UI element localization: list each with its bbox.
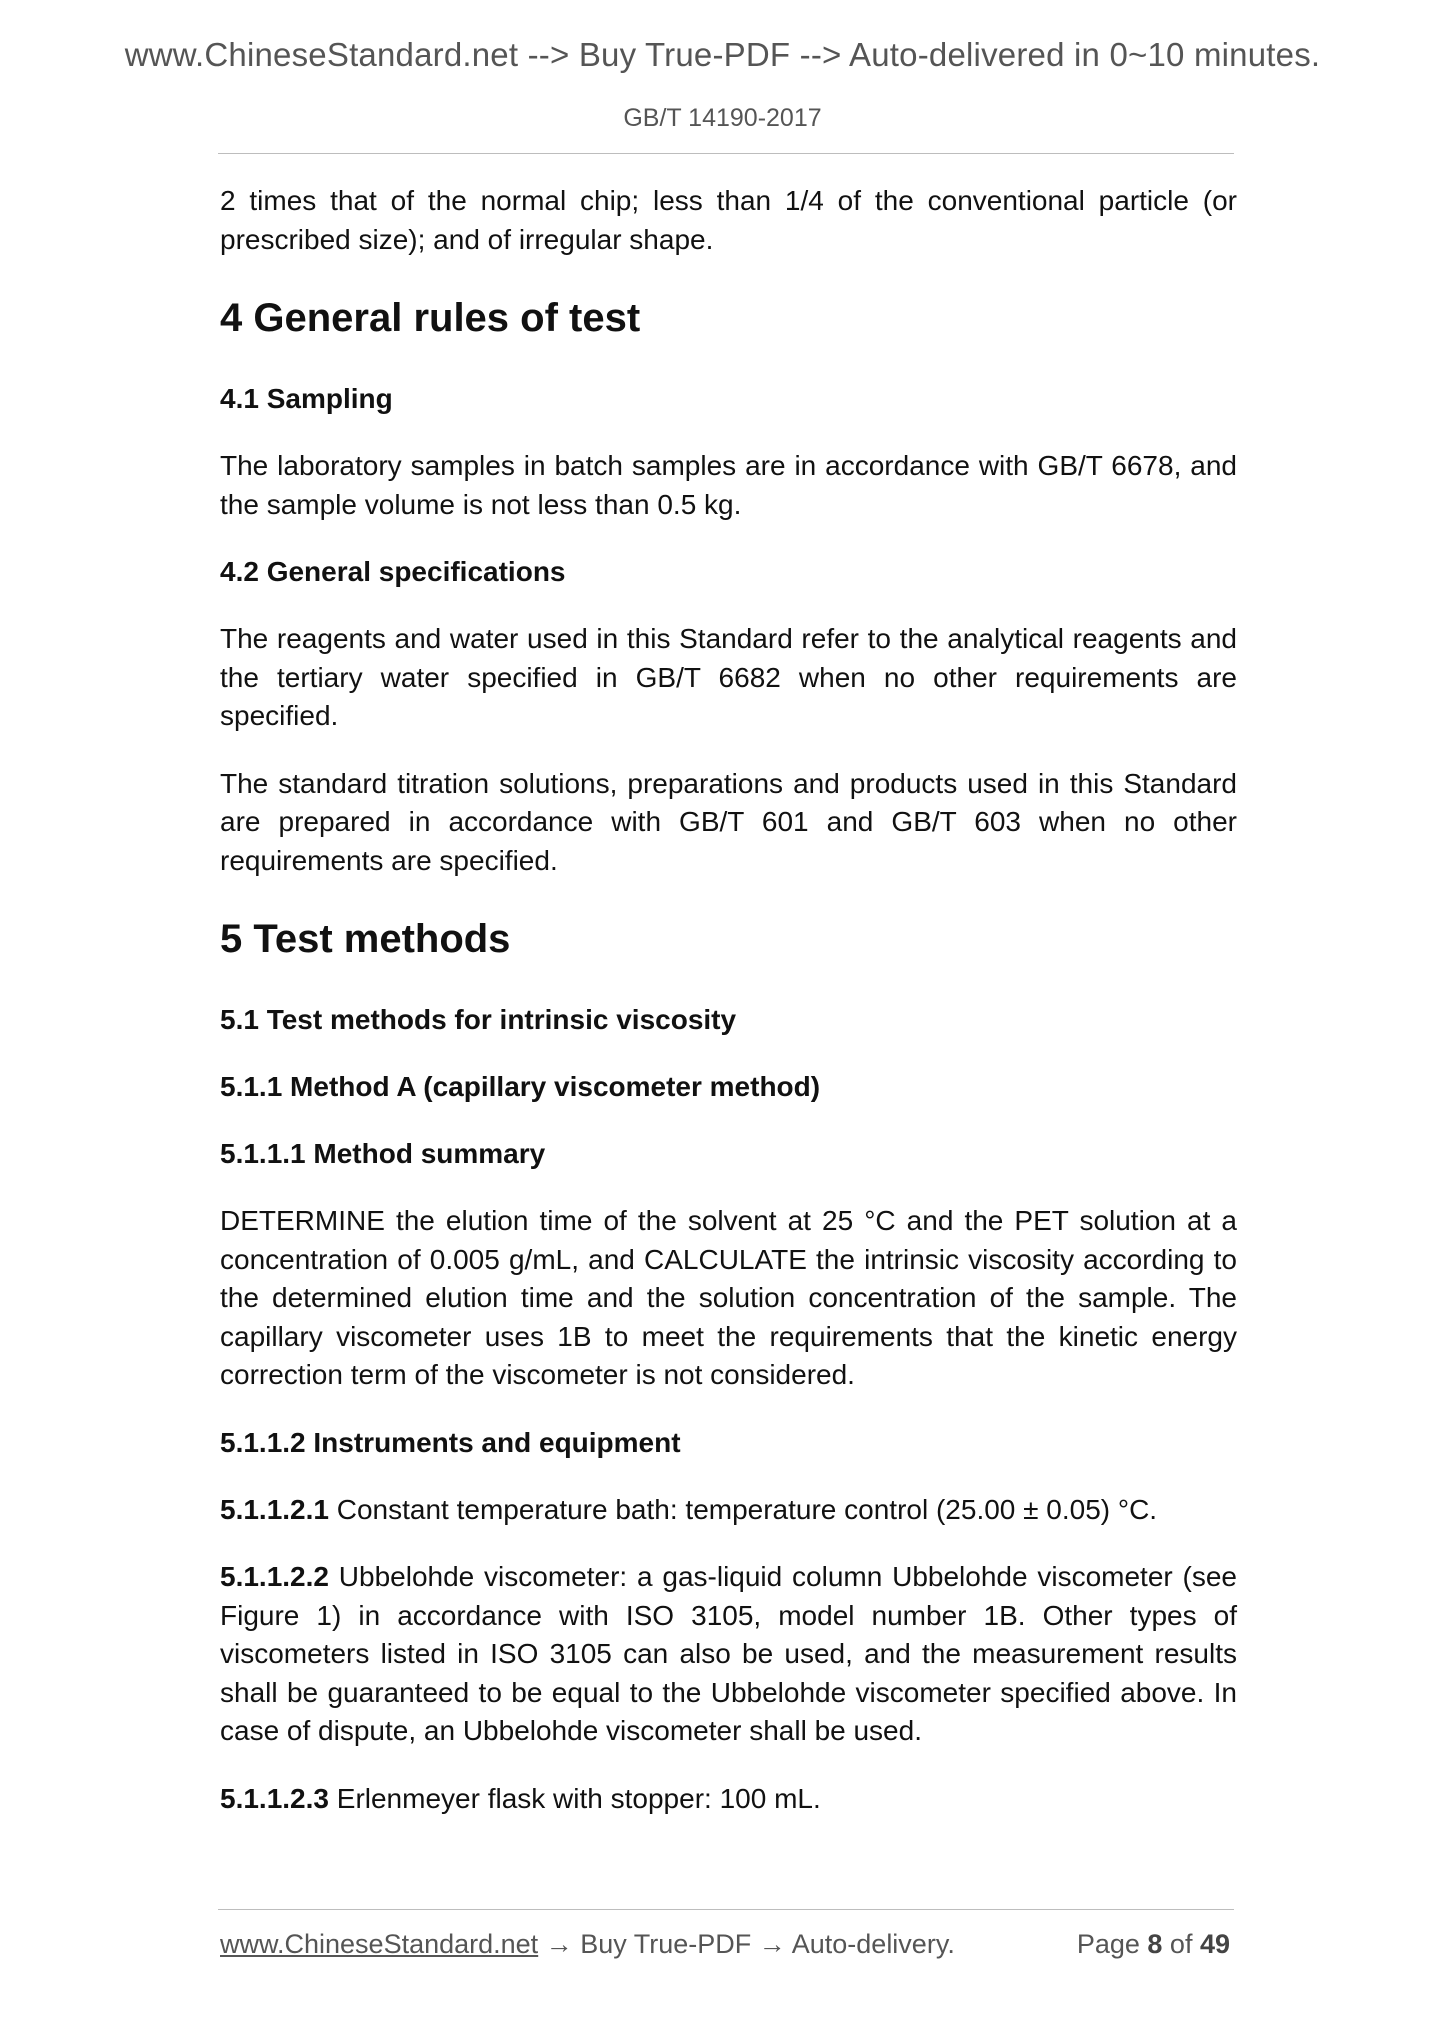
clause-text: Constant temperature bath: temperature control (25.00 ± 0.05) °C. xyxy=(328,1493,1158,1525)
section-4-2-text-2: The standard titration solutions, preparations and products used in this Standard are prepared in accordance with GB/T 601 and GB/T 603 when no other requirements are specified. xyxy=(220,767,1237,876)
clause-number: 5.1.1.2.3 xyxy=(220,1782,329,1814)
section-4-2-text-1: The reagents and water used in this Standard refer to the analytical reagents and the tertiary water specified in GB/T 6682 when no other requirements are specified. xyxy=(220,623,1237,731)
page-footer xyxy=(220,1929,1230,1960)
header-divider xyxy=(218,153,1234,154)
clause-number: 5.1.1.2.2 xyxy=(220,1561,329,1592)
section-4-1-heading: 4.1 Sampling xyxy=(220,383,393,414)
section-4-2-heading: 4.2 General specifications xyxy=(220,556,566,587)
section-4-heading: 4 General rules of test xyxy=(220,296,641,340)
section-5-1-1-1-heading: 5.1.1.1 Method summary xyxy=(220,1138,546,1169)
section-5-heading: 5 Test methods xyxy=(220,917,511,961)
clause-text: Erlenmeyer flask with stopper: 100 mL. xyxy=(328,1782,821,1814)
footer-left xyxy=(220,1929,955,1959)
document-code: GB/T 14190-2017 xyxy=(623,104,822,132)
page-total: 49 xyxy=(1199,1929,1230,1959)
section-5-1-1-1-text: DETERMINE the elution time of the solvent at 25 °C and the PET solution at a concentration of 0.005 g/mL, and CALCULATE the intrinsic viscosity according to the determined elution time and the solution concentration of the sample. The capillary viscometer uses 1B to meet the requirements that the kinetic energy correction term of the viscometer is not considered. xyxy=(220,1205,1237,1390)
footer-divider xyxy=(218,1909,1234,1910)
top-banner: www.ChineseStandard.net --> Buy True-PDF --> Auto-delivered in 0~10 minutes. xyxy=(124,36,1321,73)
page-label: Page xyxy=(1076,1929,1148,1959)
clause-5-1-1-2-3 xyxy=(220,1780,1237,1819)
clause-5-1-1-2-1 xyxy=(220,1491,1237,1530)
section-5-1-1-2-heading: 5.1.1.2 Instruments and equipment xyxy=(220,1426,681,1458)
footer-site-link[interactable]: www.ChineseStandard.net xyxy=(220,1929,539,1959)
page-content xyxy=(220,182,1237,1847)
clause-5-1-1-2-2 xyxy=(220,1558,1237,1751)
clause-number: 5.1.1.2.1 xyxy=(220,1493,329,1525)
section-4-1-text: The laboratory samples in batch samples are in accordance with GB/T 6678, and the sample volume is not less than 0.5 kg. xyxy=(220,450,1237,520)
section-5-1-heading: 5.1 Test methods for intrinsic viscosity xyxy=(220,1004,737,1035)
page-number: 8 xyxy=(1147,1929,1163,1959)
section-5-1-1-heading: 5.1.1 Method A (capillary viscometer method) xyxy=(220,1071,821,1102)
page-indicator xyxy=(1077,1929,1230,1960)
of-label: of xyxy=(1162,1929,1200,1959)
footer-link-suffix: → Buy True-PDF → Auto-delivery. xyxy=(538,1929,955,1959)
clause-text: Ubbelohde viscometer: a gas-liquid column Ubbelohde viscometer (see Figure 1) in accordance with ISO 3105, model number 1B. Other types of viscometers listed in ISO 3105 can also be used, and the measurement results shall be guaranteed to be equal to the Ubbelohde viscometer specified above. In case of dispute, an Ubbelohde viscometer shall be used. xyxy=(220,1561,1237,1746)
intro-paragraph: 2 times that of the normal chip; less than 1/4 of the conventional particle (or prescribed size); and of irregular shape. xyxy=(220,185,1237,255)
